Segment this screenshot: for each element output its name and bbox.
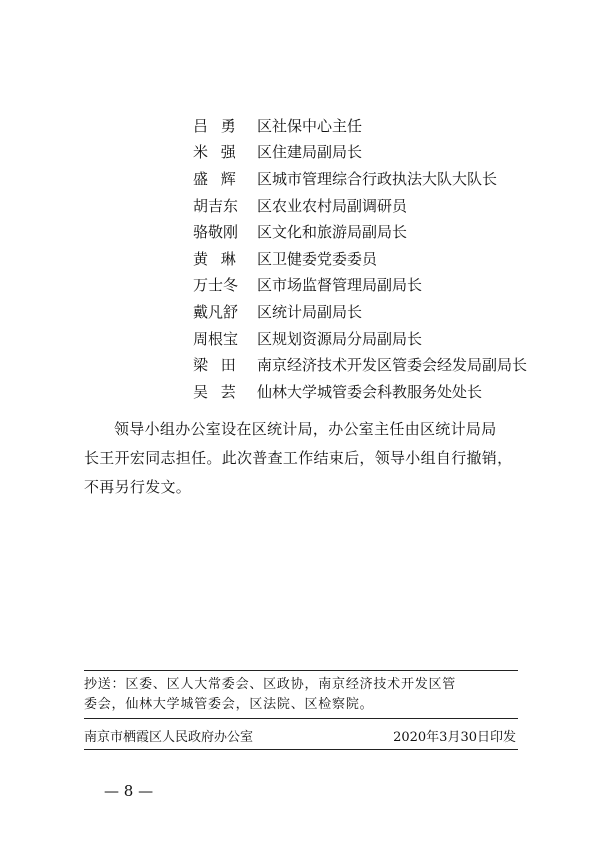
member-list: [193, 112, 527, 405]
cc-top-divider: [84, 670, 518, 671]
member-role: 区农业农村局副调研员: [257, 196, 408, 215]
member-name: 戴凡舒: [193, 302, 239, 321]
issuer: 南京市栖霞区人民政府办公室: [84, 730, 254, 745]
member-role: 区城市管理综合行政执法大队大队长: [257, 169, 498, 188]
member-role: 南京经济技术开发区管委会经发局副局长: [257, 356, 528, 375]
member-row: [193, 378, 527, 405]
member-row: [193, 165, 527, 192]
page-number: — 8 —: [104, 782, 154, 800]
closing-line: 不再另行发文。: [84, 478, 192, 496]
member-name: 吕勇: [193, 116, 249, 135]
member-name: 胡吉东: [193, 196, 239, 215]
member-row: [193, 192, 527, 219]
member-name: 黄琳: [193, 249, 249, 268]
member-name: 米强: [193, 143, 249, 162]
member-row: [193, 351, 527, 378]
member-row: [193, 272, 527, 299]
footer-divider: [84, 749, 518, 750]
member-name: 吴芸: [193, 382, 249, 401]
member-row: [193, 298, 527, 325]
member-name: 盛辉: [193, 169, 249, 188]
member-name: 万士冬: [193, 276, 239, 295]
member-role: 区文化和旅游局副局长: [257, 223, 408, 242]
member-role: 区卫健委党委委员: [257, 249, 378, 268]
member-row: [193, 112, 527, 139]
cc-line: 委会，仙林大学城管委会，区法院、区检察院。: [84, 697, 374, 712]
member-role: 区市场监督管理局副局长: [257, 276, 423, 295]
member-row: [193, 325, 527, 352]
member-role: 仙林大学城管委会科教服务处处长: [257, 382, 483, 401]
member-name: 梁田: [193, 356, 249, 375]
member-name: 骆敬刚: [193, 223, 239, 242]
closing-paragraph: [84, 415, 514, 502]
closing-line: 长王开宏同志担任。此次普查工作结束后，领导小组自行撤销，: [84, 449, 513, 467]
member-row: [193, 245, 527, 272]
member-role: 区统计局副局长: [257, 302, 363, 321]
member-role: 区规划资源局分局副局长: [257, 329, 423, 348]
issue-date: 2020年3月30日印发: [393, 730, 516, 745]
closing-line: 领导小组办公室设在区统计局，办公室主任由区统计局局: [114, 420, 497, 438]
cc-line: 抄送：区委、区人大常委会、区政协，南京经济技术开发区管: [84, 677, 457, 692]
cc-block: [84, 675, 516, 715]
member-row: [193, 218, 527, 245]
cc-bottom-divider: [84, 718, 518, 719]
member-row: [193, 139, 527, 166]
member-role: 区社保中心主任: [257, 116, 363, 135]
member-role: 区住建局副局长: [257, 143, 363, 162]
member-name: 周根宝: [193, 329, 239, 348]
